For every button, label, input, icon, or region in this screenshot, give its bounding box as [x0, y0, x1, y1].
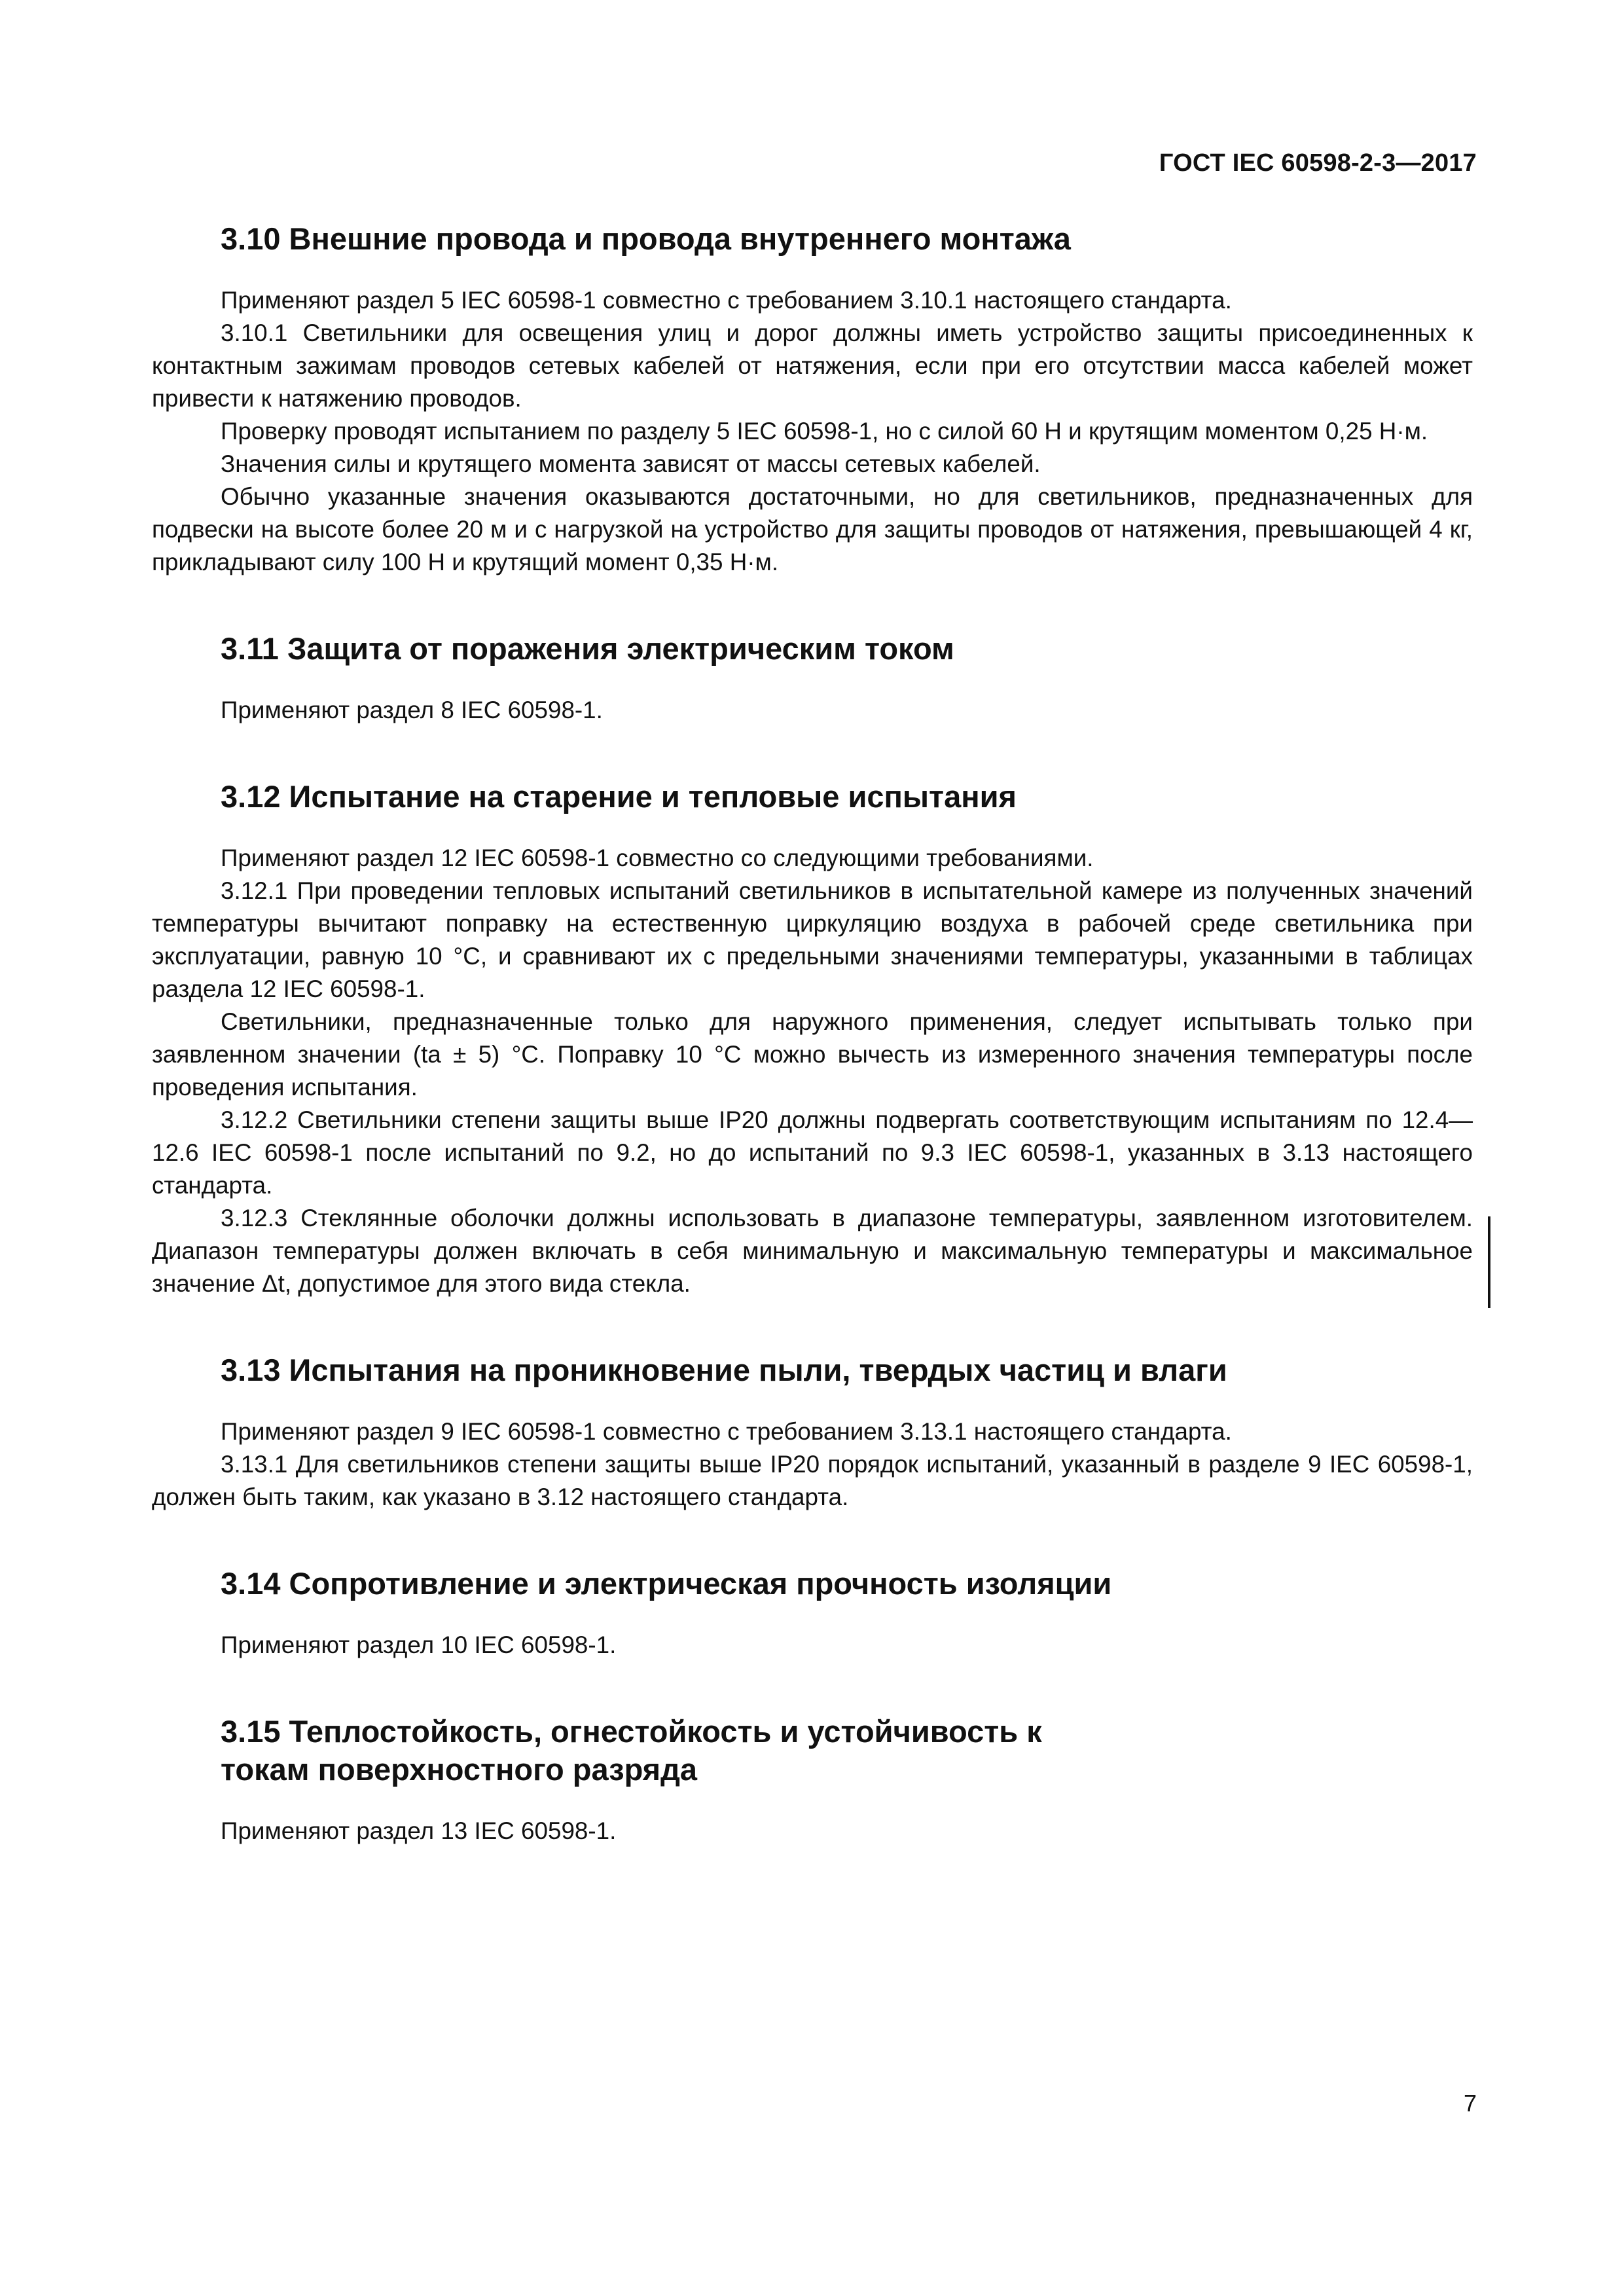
paragraph: Применяют раздел 5 IEC 60598-1 совместно с требованием 3.10.1 настоящего стандарта.: [221, 287, 1232, 314]
paragraph: Применяют раздел 8 IEC 60598-1.: [221, 697, 603, 723]
paragraph: 3.12.1 При проведении тепловых испытаний светильников в испытательной камере из полученных значений температуры вычитают поправку на естественную циркуляцию воздуха в рабочей среде светильника при эксплуатации, равную 10 °С, и сравнивают их с предельными значениями температуры, указанными в таблицах раздела 12 IEC 60598-1.: [152, 877, 1473, 1002]
page-number: 7: [1463, 2090, 1477, 2117]
paragraph: Светильники, предназначенные только для наружного применения, следует испытывать только при заявленном значении (ta ± 5) °С. Поправку 10 °С можно вычесть из измеренного значения температуры после проведения испытания.: [152, 1008, 1473, 1101]
paragraph: Применяют раздел 12 IEC 60598-1 совместно со следующими требованиями.: [221, 845, 1094, 871]
paragraph: Применяют раздел 13 IEC 60598-1.: [221, 1817, 617, 1844]
section-3-10: [152, 220, 1473, 579]
document-body: [152, 220, 1473, 1848]
paragraph: 3.13.1 Для светильников степени защиты выше IP20 порядок испытаний, указанный в разделе 9 IEC 60598-1, должен быть таким, как указано в 3.12 настоящего стандарта.: [152, 1451, 1473, 1510]
paragraph: Применяют раздел 9 IEC 60598-1 совместно с требованием 3.13.1 настоящего стандарта.: [221, 1418, 1232, 1445]
paragraph: 3.12.3 Стеклянные оболочки должны использовать в диапазоне температуры, заявленном изготовителем. Диапазон температуры должен включать в себя минимальную и максимальную температуры и максимальное значение Δt, допустимое для этого вида стекла.: [152, 1205, 1473, 1297]
revision-change-bar: [1488, 1216, 1490, 1308]
section-title: 3.14 Сопротивление и электрическая прочность изоляции: [221, 1566, 1112, 1601]
section-3-13: [152, 1351, 1473, 1514]
paragraph: Обычно указанные значения оказываются достаточными, но для светильников, предназначенных для подвески на высоте более 20 м и с нагрузкой на устройство для защиты проводов от натяжения, превышающей 4 кг, прикладывают силу 100 Н и крутящий момент 0,35 Н·м.: [152, 483, 1473, 575]
paragraph: 3.10.1 Светильники для освещения улиц и дорог должны иметь устройство защиты присоединенных к контактным зажимам проводов сетевых кабелей от натяжения, если при его отсутствии масса кабелей может привести к натяжению проводов.: [152, 319, 1473, 412]
section-3-12: [152, 778, 1473, 1300]
paragraph: Проверку проводят испытанием по разделу 5 IEC 60598-1, но с силой 60 Н и крутящим моментом 0,25 Н·м.: [221, 418, 1428, 445]
section-3-15: [152, 1713, 1473, 1848]
section-3-11: [152, 630, 1473, 727]
section-title: 3.13 Испытания на проникновение пыли, твердых частиц и влаги: [221, 1353, 1227, 1387]
section-title: 3.12 Испытание на старение и тепловые испытания: [221, 779, 1017, 814]
paragraph: 3.12.2 Светильники степени защиты выше IP20 должны подвергать соответствующим испытаниям по 12.4—12.6 IEC 60598-1 после испытаний по 9.2, но до испытаний по 9.3 IEC 60598-1, указанных в 3.13 настоящего стандарта.: [152, 1106, 1473, 1199]
standard-code-header: ГОСТ IEC 60598-2-3—2017: [1159, 149, 1477, 177]
section-3-14: [152, 1565, 1473, 1662]
paragraph: Значения силы и крутящего момента зависят от массы сетевых кабелей.: [221, 450, 1041, 477]
paragraph: Применяют раздел 10 IEC 60598-1.: [221, 1631, 617, 1658]
section-title: 3.15 Теплостойкость, огнестойкость и устойчивость к токам поверхностного разряда: [221, 1714, 1042, 1787]
section-title: 3.11 Защита от поражения электрическим током: [221, 631, 954, 666]
section-title: 3.10 Внешние провода и провода внутреннего монтажа: [221, 221, 1071, 256]
